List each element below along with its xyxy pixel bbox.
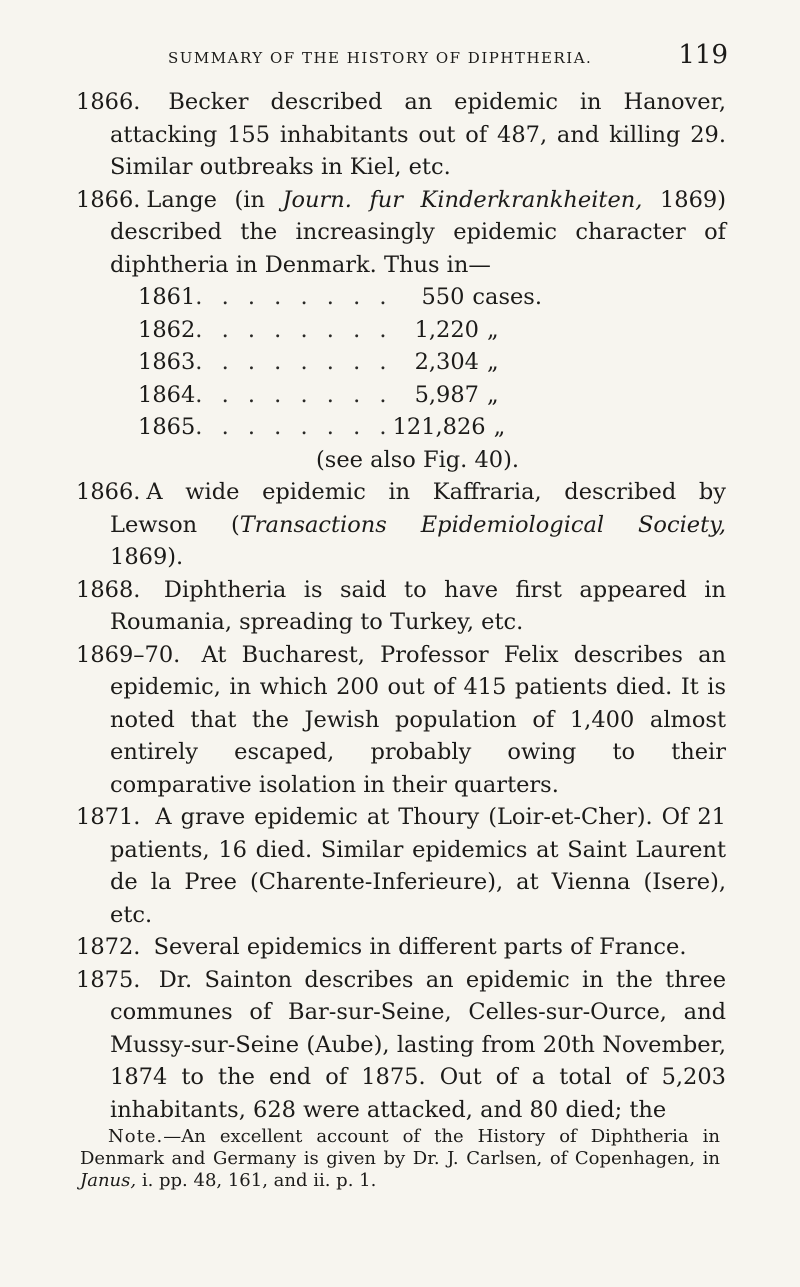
running-title: SUMMARY OF THE HISTORY OF DIPHTHERIA. (168, 49, 593, 67)
see-also-note (138, 444, 542, 477)
entry-text: A wide epidemic in Kaffraria, described by Lewson ( (110, 479, 726, 538)
footnote-text: —An excellent account of the History of Diphtheria in Denmark and Germany is given by Dr. J. Carlsen, of Copenhagen, in (80, 1126, 720, 1169)
leader-dots: . . . . . . . . (195, 381, 393, 408)
table-year: 1862 (138, 316, 196, 343)
entry-text: Several epidemics in different parts of France. (153, 934, 687, 960)
case-unit: cases. (472, 284, 542, 310)
chronology-entry (76, 801, 726, 931)
entry-text: Diphtheria is said to have first appeared in Roumania, spreading to Turkey, etc. (110, 576, 726, 635)
chronology-entry (76, 931, 726, 964)
footnote (80, 1126, 720, 1192)
table-row (138, 281, 542, 314)
chronology-entry (76, 964, 726, 1127)
footnote-text: i. pp. 48, 161, and ii. p. 1. (136, 1170, 377, 1191)
entry-text: At Bucharest, Professor Felix describes an epidemic, in which 200 out of 415 patients died. It is noted that the Jewish population of 1,400 almost entirely escaped, probably owing to their comparative isolation in their quarters. (110, 641, 726, 798)
entry-text: Dr. Sainton describes an epidemic in the three communes of Bar-sur-Seine, Celles-sur-Ource, and Mussy-sur-Seine (Aube), lasting from 20th November, 1874 to the end of 1875. Out of a total of 5,203 inhabitants, 628 were attacked, and 80 died; the (110, 966, 727, 1123)
table-row (138, 314, 542, 347)
leader-dots: . . . . . . . . (195, 284, 393, 310)
table-year: 1861 (138, 284, 196, 310)
page-header (168, 40, 728, 70)
cases-table (138, 281, 542, 476)
case-unit: „ (487, 381, 499, 408)
entry-text: 1869) described the increasingly epidemic character of diphtheria in Denmark. Thus in— (110, 186, 726, 278)
entry-text: 1869). (110, 544, 184, 570)
page-number: 119 (678, 40, 728, 70)
table-row (138, 379, 542, 412)
journal-title: Transactions Epidemiological Society, (239, 511, 726, 538)
entry-year: 1871. (76, 804, 141, 830)
main-text (76, 86, 726, 1126)
case-unit: „ (487, 349, 499, 375)
entry-year: 1866. (76, 186, 141, 213)
see-also-text: (see also Fig. 40). (316, 446, 520, 473)
chronology-entry (76, 574, 726, 639)
chronology-entry (76, 476, 726, 574)
entry-year: 1866. (76, 479, 141, 505)
footnote-label: Note. (108, 1126, 164, 1147)
case-count: 5,987 (414, 381, 479, 408)
case-unit: „ (487, 316, 499, 343)
entry-year: 1872. (76, 934, 141, 960)
entry-year: 1875. (76, 966, 141, 993)
case-count: 550 (421, 284, 465, 310)
table-row (138, 346, 542, 379)
case-count: 2,304 (414, 349, 479, 375)
case-unit: „ (493, 414, 506, 440)
table-year: 1864 (138, 381, 196, 408)
chronology-entry (76, 184, 726, 282)
leader-dots: . . . . . . . . (195, 349, 393, 375)
table-year: 1863 (138, 349, 196, 375)
entry-text: A grave epidemic at Thoury (Loir-et-Cher). Of 21 patients, 16 died. Similar epidemics at Saint Laurent de la Pree (Charente-Inferieure), at Vienna (Isere), etc. (110, 804, 726, 928)
case-count: 1,220 (414, 316, 479, 343)
table-row (138, 411, 542, 444)
journal-title: Journ. fur Kinderkrankheiten, (282, 186, 643, 213)
entry-year: 1866. (76, 89, 141, 115)
entry-year: 1869–70. (76, 641, 181, 668)
entry-year: 1868. (76, 576, 141, 603)
leader-dots: . . . . . . . . (195, 316, 393, 343)
table-year: 1865 (138, 414, 196, 440)
leader-dots: . . . . . . . . (195, 414, 393, 440)
entry-text: Lange (in (146, 186, 283, 213)
case-count: 121,826 (392, 414, 486, 440)
entry-text: Becker described an epidemic in Hanover, attacking 155 inhabitants out of 487, and killing 29. Similar outbreaks in Kiel, etc. (110, 89, 727, 180)
chronology-entry (76, 639, 726, 802)
journal-title: Janus, (80, 1170, 137, 1191)
chronology-entry (76, 86, 726, 184)
